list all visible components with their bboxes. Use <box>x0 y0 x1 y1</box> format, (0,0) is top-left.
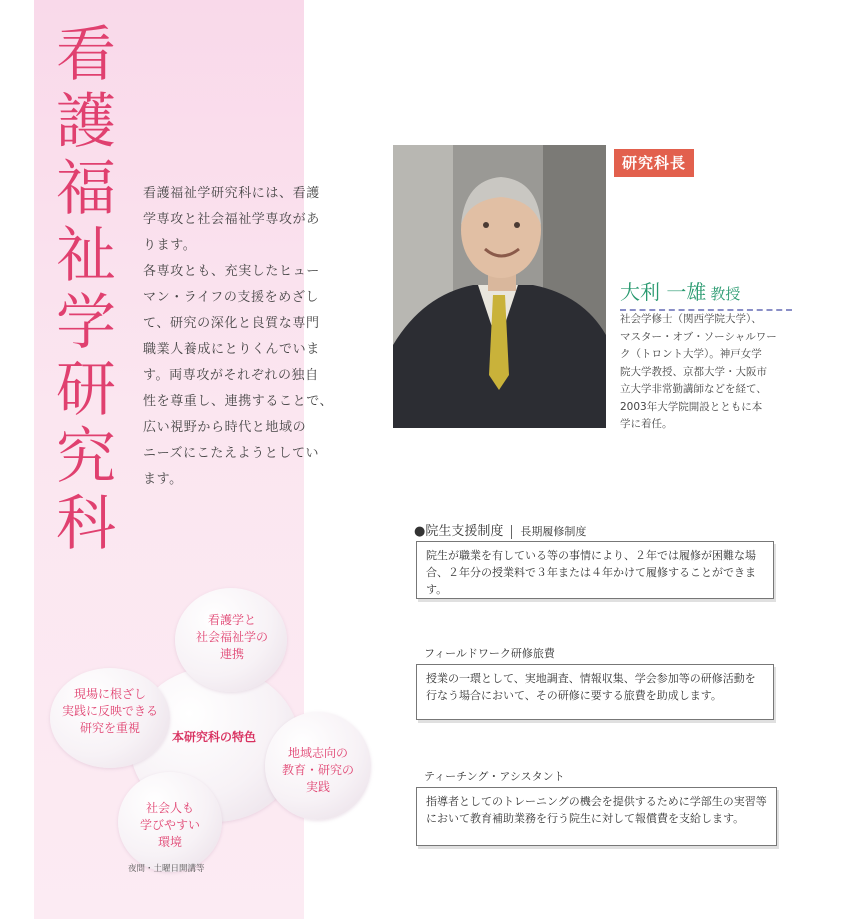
fieldwork-box <box>416 664 774 720</box>
long-term-text: 院生が職業を有している等の事情により、２年では履修が困難な場合、２年分の授業料で３年または４年かけて履修することができます。 <box>426 549 756 596</box>
ta-label: ティーチング・アシスタント <box>424 770 565 783</box>
dean-title-tag: 研究科長 <box>614 149 694 177</box>
dean-portrait-illustration <box>393 145 606 428</box>
intro-line: ります。 <box>143 238 197 253</box>
support-section-heading <box>414 520 586 539</box>
intro-paragraph <box>143 181 361 493</box>
feature-working-adults: 社会人も 学びやすい 環境 <box>139 801 200 849</box>
intro-line: て、研究の深化と良質な専門 <box>143 316 320 331</box>
features-center-label: 本研究科の特色 <box>172 730 257 744</box>
intro-line: 各専攻とも、充実したヒュー <box>143 264 320 279</box>
title-char: 福 <box>56 154 116 224</box>
ta-text: 指導者としてのトレーニングの機会を提供するために学部生の実習等において教育補助業務を行う院生に対して報償費を支給します。 <box>426 795 767 825</box>
evening-saturday-note: 夜間・土曜日開講等 <box>128 864 205 874</box>
title-char: 研 <box>56 355 116 425</box>
title-char: 学 <box>56 288 116 358</box>
intro-line: す。両専攻がそれぞれの独自 <box>143 368 319 383</box>
bio-line: マスター・オブ・ソーシャルワー <box>620 330 777 343</box>
intro-line: 職業人養成にとりくんでいま <box>143 342 320 357</box>
vertical-page-title <box>50 22 122 558</box>
fieldwork-label: フィールドワーク研修旅費 <box>424 647 555 660</box>
feature-collaboration: 看護学と 社会福祉学の 連携 <box>195 613 268 661</box>
title-char: 科 <box>56 489 116 559</box>
fieldwork-text: 授業の一環として、実地調査、情報収集、学会参加等の研修活動を行なう場合において、その研修に要する旅費を助成します。 <box>426 672 756 702</box>
long-term-heading: 長期履修制度 <box>520 525 587 538</box>
bio-line: 院大学教授、京都大学・大阪市 <box>620 365 767 378</box>
intro-line: ます。 <box>143 472 183 487</box>
bio-line: 社会学修士（関西学院大学）、 <box>620 313 762 325</box>
ta-box <box>416 787 777 846</box>
title-char: 究 <box>56 422 116 492</box>
dean-biography <box>620 311 798 434</box>
dean-name-text: 大利 一雄 <box>620 280 707 304</box>
feature-practice-research: 現場に根ざし 実践に反映できる 研究を重視 <box>61 687 158 735</box>
title-char: 護 <box>56 87 116 157</box>
bio-line: 2003年大学院開設とともに本 <box>620 400 763 413</box>
bio-line: ク（トロント大学）。神戸女学 <box>620 348 762 360</box>
intro-line: 看護福祉学研究科には、看護 <box>143 186 320 201</box>
dean-name <box>620 276 792 311</box>
bio-line: 学に着任。 <box>620 418 673 430</box>
support-heading: ●院生支援制度 <box>414 524 504 539</box>
dean-rank: 教授 <box>710 285 741 303</box>
long-term-box <box>416 541 774 599</box>
intro-line: 性を尊重し、連携することで、 <box>143 394 334 409</box>
title-char: 看 <box>56 20 116 90</box>
bio-line: 立大学非常勤講師などを経て、 <box>620 383 767 395</box>
intro-line: 学専攻と社会福祉学専攻があ <box>143 212 320 227</box>
feature-regional: 地域志向の 教育・研究の 実践 <box>281 746 354 794</box>
intro-line: ニーズにこたえようとしてい <box>143 446 320 461</box>
heading-divider <box>511 525 512 539</box>
intro-line: マン・ライフの支援をめざし <box>143 290 320 305</box>
title-char: 祉 <box>56 221 116 291</box>
dean-photo <box>393 145 606 428</box>
intro-line: 広い視野から時代と地域の <box>143 420 307 435</box>
